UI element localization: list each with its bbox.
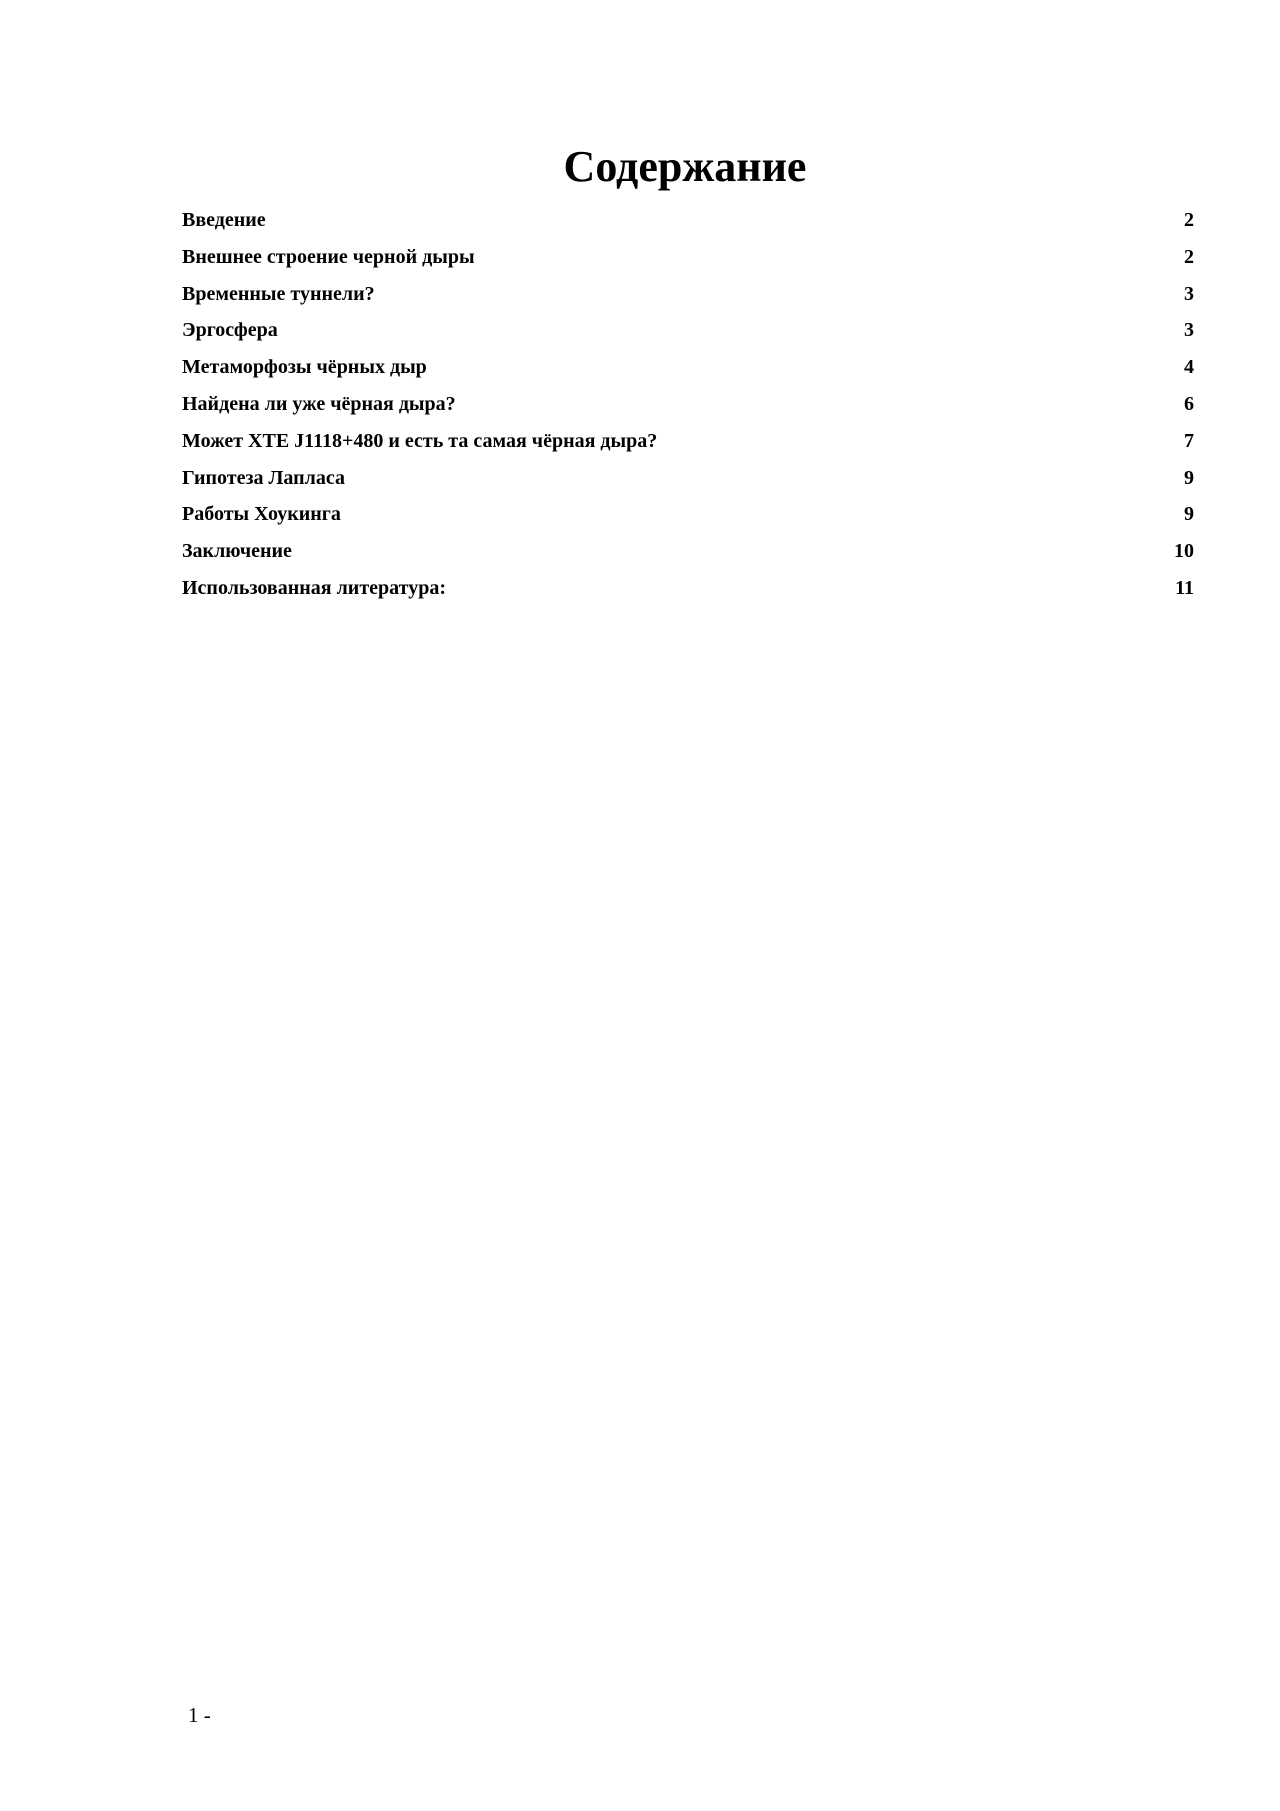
toc-entry-page: 9	[1184, 503, 1194, 526]
footer-page-number: 1 -	[188, 1703, 211, 1727]
toc-entry-page: 9	[1184, 466, 1194, 489]
toc-entry-label: Заключение	[182, 540, 292, 563]
toc-entry[interactable]	[182, 570, 1194, 607]
toc-entry-label: Гипотеза Лапласа	[182, 466, 345, 489]
toc-entry-page: 10	[1174, 540, 1194, 563]
toc-entry-label: Метаморфозы чёрных дыр	[182, 356, 427, 379]
toc-entry[interactable]	[182, 386, 1194, 423]
toc-entry-label: Введение	[182, 209, 266, 231]
toc-entry-page: 2	[1184, 245, 1194, 268]
toc-entry-label: Может XTE J1118+480 и есть та самая чёрная дыра?	[182, 429, 658, 452]
toc-entry[interactable]	[182, 312, 1194, 349]
toc-entry-label: Работы Хоукинга	[182, 503, 341, 526]
toc-entry[interactable]	[182, 202, 1194, 239]
toc-entry-page: 6	[1184, 392, 1194, 415]
toc-entry-label: Эргосфера	[182, 319, 278, 342]
table-of-contents	[182, 202, 1194, 607]
toc-entry[interactable]	[182, 239, 1194, 276]
toc-entry-label: Временные туннели?	[182, 282, 375, 305]
toc-entry[interactable]	[182, 423, 1194, 460]
toc-entry-page: 3	[1184, 319, 1194, 342]
toc-entry[interactable]	[182, 533, 1194, 570]
toc-entry-page: 11	[1175, 576, 1194, 599]
toc-entry[interactable]	[182, 460, 1194, 497]
toc-entry-page: 4	[1184, 356, 1194, 379]
toc-entry[interactable]	[182, 349, 1194, 386]
toc-entry-label: Использованная литература:	[182, 576, 446, 599]
toc-entry-page: 2	[1184, 209, 1194, 231]
toc-entry[interactable]	[182, 276, 1194, 313]
toc-entry-page: 7	[1184, 429, 1194, 452]
toc-entry-label: Внешнее строение черной дыры	[182, 245, 475, 268]
toc-entry[interactable]	[182, 496, 1194, 533]
toc-entry-page: 3	[1184, 282, 1194, 305]
toc-entry-label: Найдена ли уже чёрная дыра?	[182, 392, 456, 415]
page-title: Содержание	[563, 142, 807, 191]
